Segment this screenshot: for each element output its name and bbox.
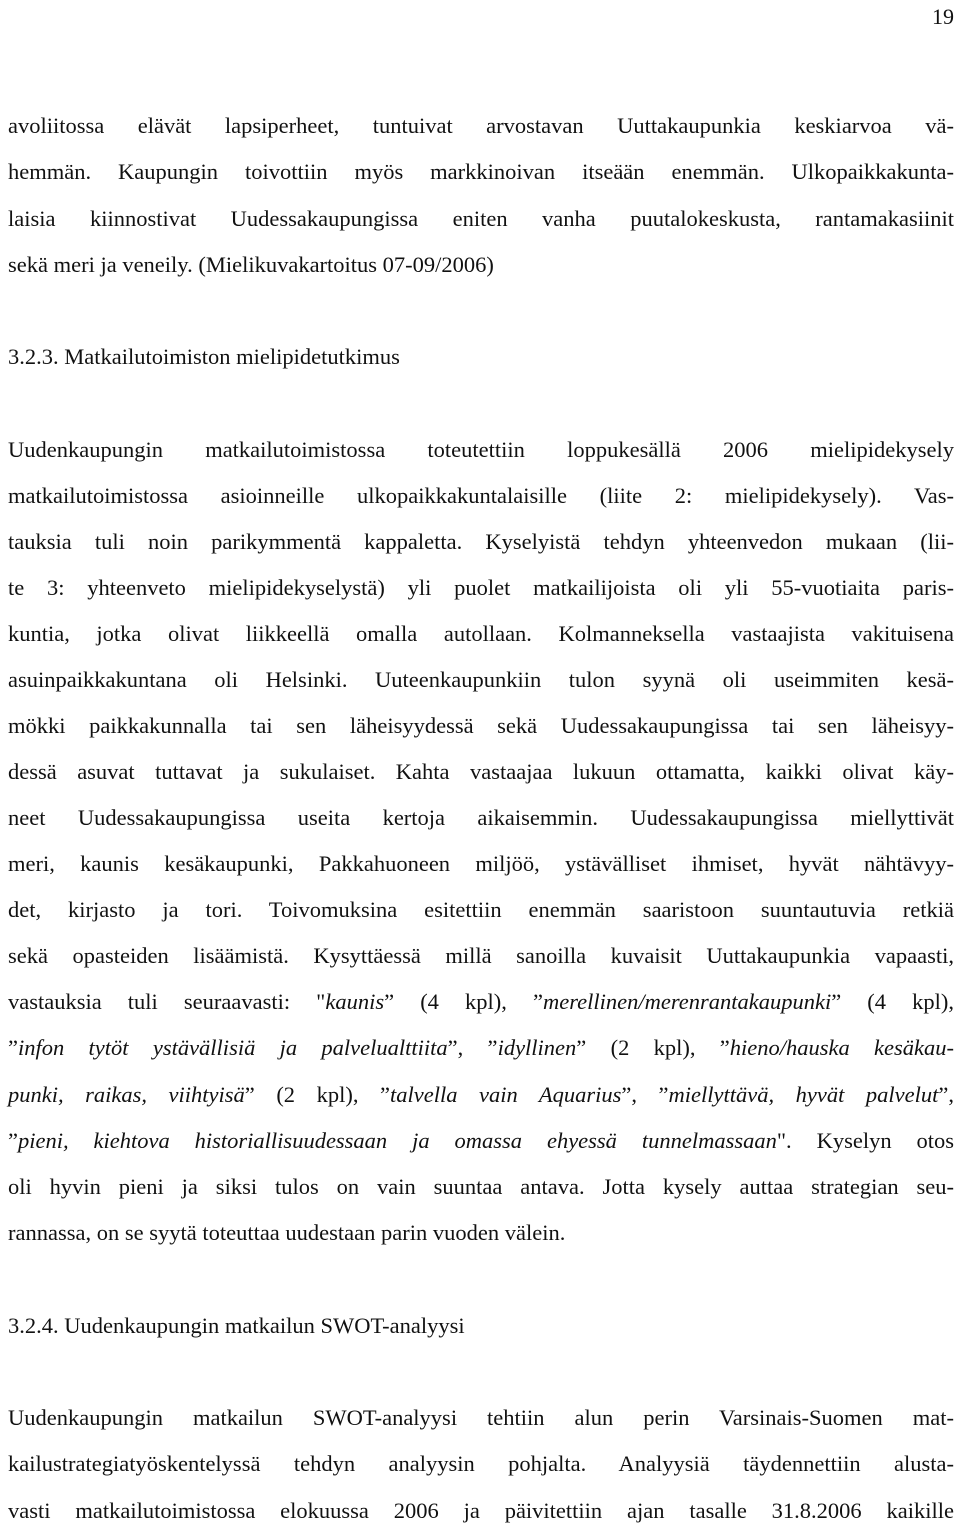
text-line: det, kirjasto ja tori. Toivomuksina esitettiin enemmän saaristoon suuntautuvia retkiä (8, 897, 954, 922)
text-line: vasti matkailutoimistossa elokuussa 2006 ja päivitettiin ajan tasalle 31.8.2006 kaikille (8, 1498, 954, 1523)
text-run: ” (8, 1128, 18, 1153)
text-line: neet Uudessakaupungissa useita kertoja aikaisemmin. Uudessakaupungissa miellyttivät (8, 805, 954, 830)
text-run: ”, ” (621, 1082, 669, 1107)
text-line: mökki paikkakunnalla tai sen läheisyydessä sekä Uudessakaupungissa tai sen läheisyy- (8, 713, 954, 738)
text-line: sekä meri ja veneily. (Mielikuvakartoitus 07-09/2006) (8, 252, 494, 277)
text-line: Uudenkaupungin matkailun SWOT-analyysi tehtiin alun perin Varsinais-Suomen mat- (8, 1405, 954, 1430)
section-heading: 3.2.4. Uudenkaupungin matkailun SWOT-analyysi (8, 1313, 465, 1338)
quoted-word: punki, raikas, viihtyisä (8, 1082, 245, 1107)
quoted-word: hieno/hauska kesäkau- (729, 1035, 954, 1060)
text-line: Uudenkaupungin matkailutoimistossa toteutettiin loppukesällä 2006 mielipidekysely (8, 437, 954, 462)
text-run: ” (8, 1035, 18, 1060)
quoted-word: kaunis (325, 989, 385, 1014)
text-run: ”, (938, 1082, 954, 1107)
text-line (8, 1084, 954, 1107)
text-line: tauksia tuli noin parikymmentä kappaletta. Kyselyistä tehdyn yhteenvedon mukaan (lii- (8, 529, 954, 554)
text-run: ". Kyselyn otos (776, 1128, 954, 1153)
quoted-word: idyllinen (497, 1035, 577, 1060)
text-run: vastauksia tuli seuraavasti: " (8, 989, 326, 1014)
text-line (8, 1130, 954, 1153)
text-line: hemmän. Kaupungin toivottiin myös markkinoivan itseään enemmän. Ulkopaikkakunta- (8, 159, 954, 184)
text-line: te 3: yhteenveto mielipidekyselystä) yli puolet matkailijoista oli yli 55-vuotiaita paris- (8, 575, 954, 600)
text-line: laisia kiinnostivat Uudessakaupungissa eniten vanha puutalokeskusta, rantamakasiinit (8, 206, 954, 231)
text-line: kailustrategiatyöskentelyssä tehdyn analyysin pohjalta. Analyysiä täydennettiin alusta- (8, 1451, 954, 1476)
text-run: ” (2 kpl), ” (576, 1035, 730, 1060)
text-line (8, 991, 954, 1014)
text-line: rannassa, on se syytä toteuttaa uudestaan parin vuoden välein. (8, 1220, 566, 1245)
quoted-word: pieni, kiehtova historiallisuudessaan ja omassa ehyessä tunnelmassaan (18, 1128, 777, 1153)
quoted-word: infon tytöt ystävällisiä ja palvelualttiita (18, 1035, 448, 1060)
quoted-word: merellinen/merenrantakaupunki (542, 989, 832, 1014)
text-line: oli hyvin pieni ja siksi tulos on vain suuntaa antava. Jotta kysely auttaa strategian seu- (8, 1174, 954, 1199)
page-number: 19 (932, 4, 954, 29)
section-heading: 3.2.3. Matkailutoimiston mielipidetutkimus (8, 344, 400, 369)
text-run: ” (4 kpl), (831, 989, 954, 1014)
text-run: ” (4 kpl), ” (384, 989, 543, 1014)
text-run: ” (2 kpl), ” (244, 1082, 390, 1107)
text-line: asuinpaikkakuntana oli Helsinki. Uuteenkaupunkiin tulon syynä oli useimmiten kesä- (8, 667, 954, 692)
text-line: meri, kaunis kesäkaupunki, Pakkahuoneen miljöö, ystävälliset ihmiset, hyvät nähtävyy- (8, 851, 954, 876)
text-run: ”, ” (447, 1035, 498, 1060)
quoted-word: miellyttävä, hyvät palvelut (668, 1082, 939, 1107)
text-line: kuntia, jotka olivat liikkeellä omalla autollaan. Kolmanneksella vastaajista vakituisena (8, 621, 954, 646)
text-line: matkailutoimistossa asioinneille ulkopaikkakuntalaisille (liite 2: mielipidekysely). Vas- (8, 483, 954, 508)
text-line: dessä asuvat tuttavat ja sukulaiset. Kahta vastaajaa lukuun ottamatta, kaikki olivat käy- (8, 759, 954, 784)
text-line (8, 1037, 954, 1060)
text-line: sekä opasteiden lisäämistä. Kysyttäessä millä sanoilla kuvaisit Uuttakaupunkia vapaasti, (8, 943, 954, 968)
quoted-word: talvella vain Aquarius (389, 1082, 622, 1107)
text-line: avoliitossa elävät lapsiperheet, tuntuivat arvostavan Uuttakaupunkia keskiarvoa vä- (8, 113, 954, 138)
